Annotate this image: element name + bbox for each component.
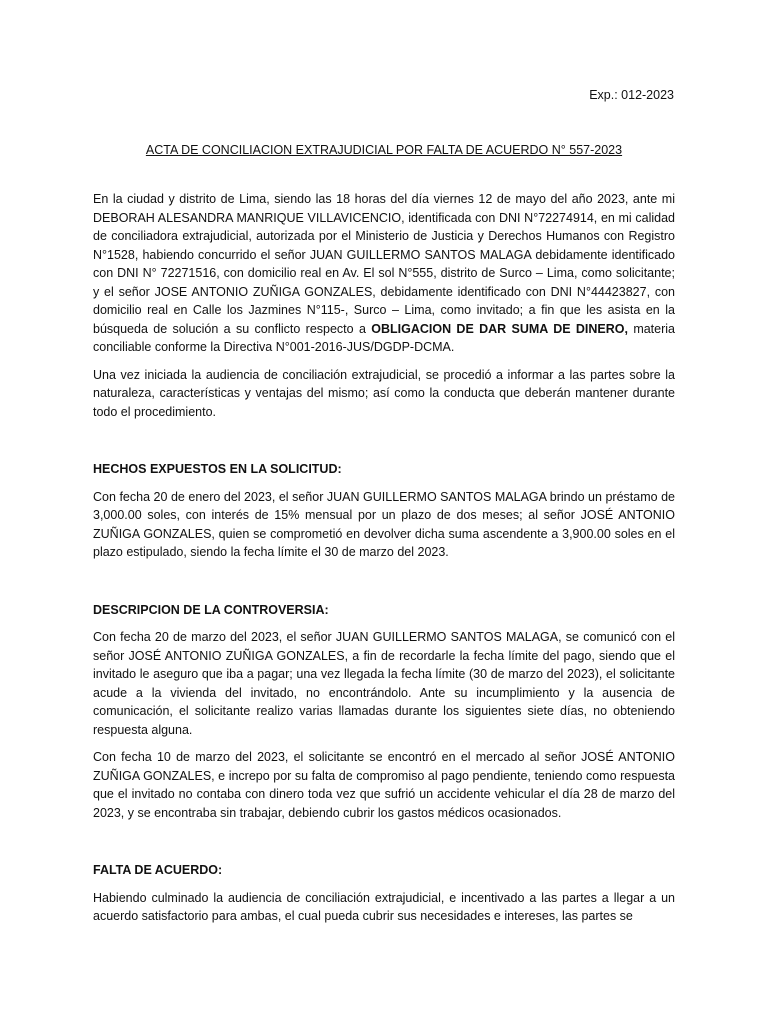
paragraph-intro (93, 190, 675, 357)
expediente-number: Exp.: 012-2023 (589, 88, 674, 102)
paragraph-controversia-2: Con fecha 10 de marzo del 2023, el solicitante se encontró en el mercado al señor JOSÉ ANTONIO ZUÑIGA GONZALES, e increpo por su falta de compromiso al pago pendiente, teniendo como respuesta que el invitado no contaba con dinero toda vez que sufrió un accidente vehicular el día 28 de marzo del 2023, y se encontraba sin trabajar, debiendo cubrir los gastos médicos ocasionados. (93, 750, 675, 820)
paragraph-intro-text: En la ciudad y distrito de Lima, siendo las 18 horas del día viernes 12 de mayo del año 2023, ante mi DEBORAH ALESANDRA MANRIQUE VILLAVICENCIO, identificada con DNI N°72274914, en mi calidad de conciliadora extrajudicial, autorizada por el Ministerio de Justicia y Derechos Humanos con Registro N°1528, habiendo concurrido el señor JUAN GUILLERMO SANTOS MALAGA debidamente identificado con DNI N° 72271516, con domicilio real en Av. El sol N°555, distrito de Surco – Lima, como solicitante; y el señor JOSE ANTONIO ZUÑIGA GONZALES, debidamente identificado con DNI N°44423827, con domicilio real en Calle los Jazmines N°115-, Surco – Lima, como invitado; a fin que les asista en la búsqueda de solución a su conflicto respecto a (93, 192, 675, 336)
document-title: ACTA DE CONCILIACION EXTRAJUDICIAL POR FALTA DE ACUERDO N° 557-2023 (145, 143, 623, 157)
paragraph-hechos: Con fecha 20 de enero del 2023, el señor JUAN GUILLERMO SANTOS MALAGA brindo un préstamo de 3,000.00 soles, con interés de 15% mensual por un plazo de dos meses; al señor JOSÉ ANTONIO ZUÑIGA GONZALES, quien se comprometió en devolver dicha suma ascendente a 3,900.00 soles en el plazo estipulado, siendo la fecha límite el 30 de marzo del 2023. (93, 489, 675, 559)
heading-controversia: DESCRIPCION DE LA CONTROVERSIA: (93, 602, 329, 617)
paragraph-controversia-1: Con fecha 20 de marzo del 2023, el señor JUAN GUILLERMO SANTOS MALAGA, se comunicó con el señor JOSÉ ANTONIO ZUÑIGA GONZALES, a fin de recordarle la fecha límite del pago, siendo que el invitado le aseguro que iba a pagar; una vez llegada la fecha límite (30 de marzo del 2023), el solicitante acude a la vivienda del invitado, no encontrándolo. Ante su incumplimiento y la ausencia de comunicación, el solicitante realizo varias llamadas durante los siguientes siete días, no obteniendo respuesta alguna. (93, 630, 675, 737)
document-body (93, 190, 675, 926)
paragraph-intro-bold: OBLIGACION DE DAR SUMA DE DINERO, (371, 321, 628, 336)
heading-falta-acuerdo: FALTA DE ACUERDO: (93, 863, 223, 877)
paragraph-intro-end: materia conciliable conforme la Directiva N°001-2016-JUS/DGDP-DCMA. (93, 321, 675, 354)
paragraph-falta-acuerdo: Habiendo culminado la audiencia de conciliación extrajudicial, e incentivado a las partes a llegar a un acuerdo satisfactorio para ambas, el cual pueda cubrir sus necesidades e intereses, las partes se (93, 890, 675, 923)
paragraph-audiencia: Una vez iniciada la audiencia de conciliación extrajudicial, se procedió a informar a las partes sobre la naturaleza, características y ventajas del mismo; así como la conducta que deberán mantener durante todo el procedimiento. (93, 367, 675, 419)
heading-hechos: HECHOS EXPUESTOS EN LA SOLICITUD: (93, 462, 342, 476)
